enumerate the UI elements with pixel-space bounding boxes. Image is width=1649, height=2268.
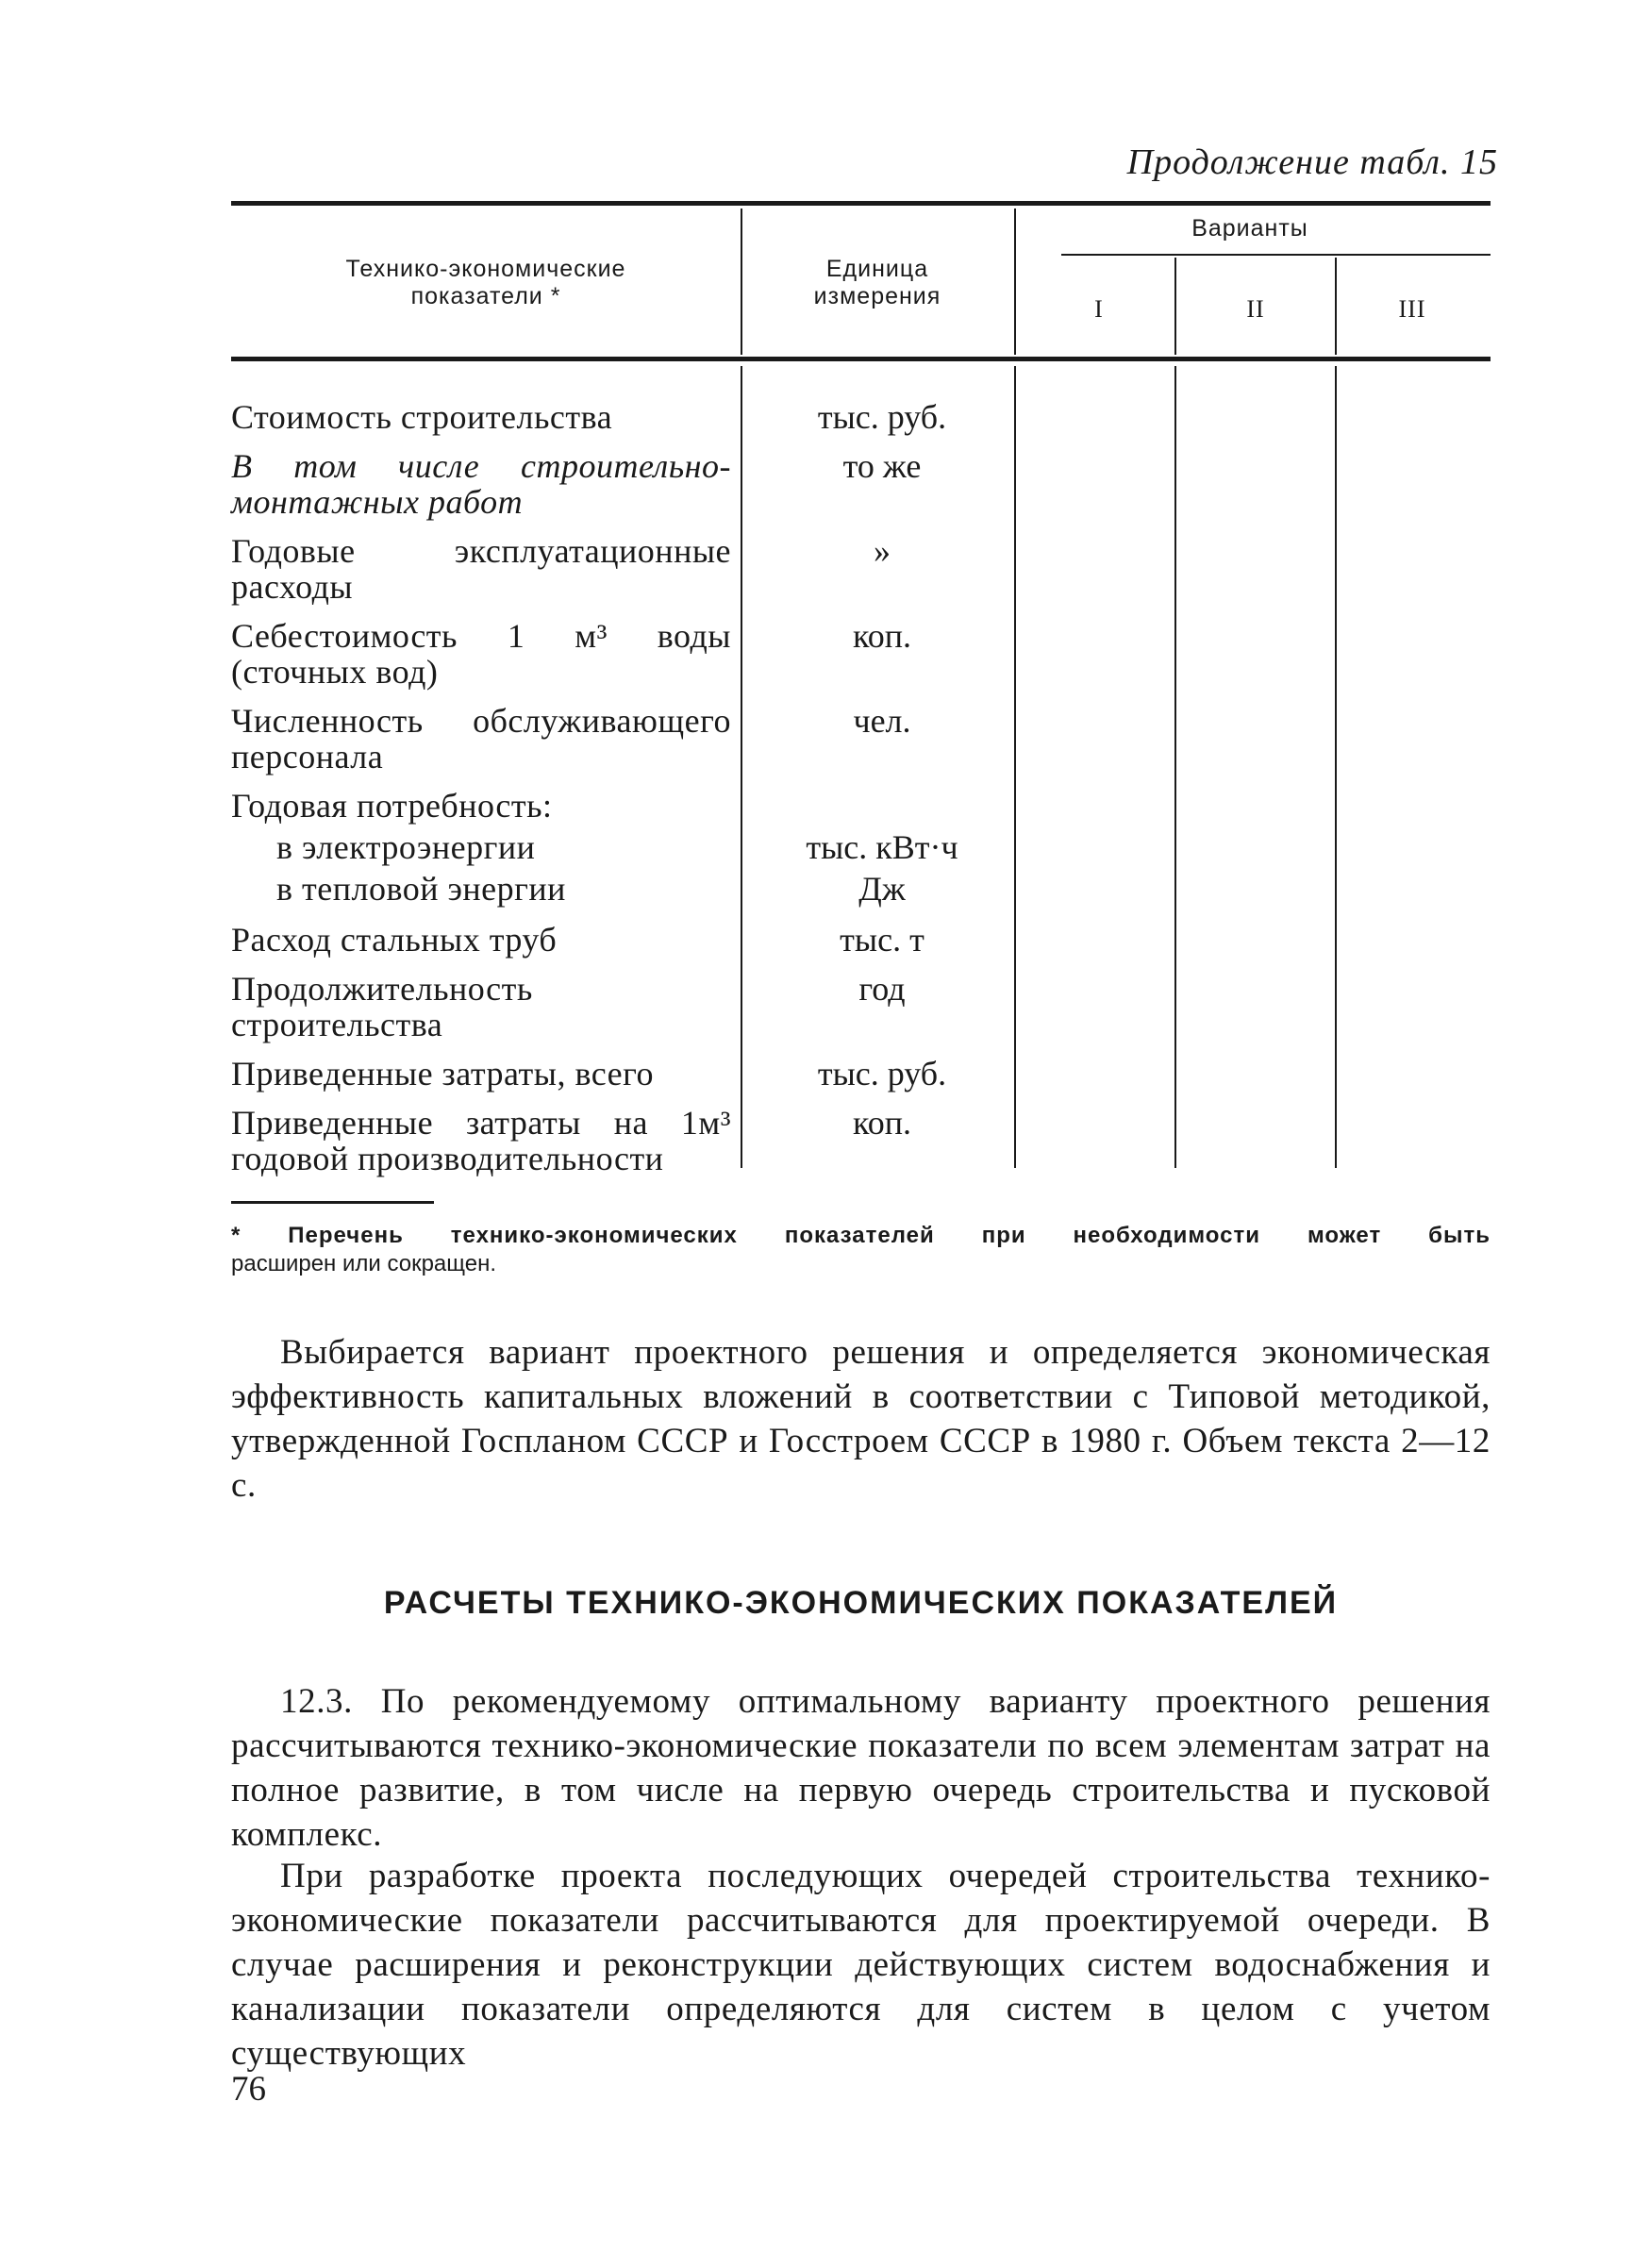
indicator-name: Себестоимость 1 м³ воды (сточных вод): [231, 617, 731, 691]
footnote-line-1: * Перечень технико-экономических показателей при необходимости может быть: [231, 1223, 1491, 1248]
body-col-line-3: [1174, 366, 1176, 1168]
indicator-name: В том числе строительно-монтажных работ: [231, 447, 731, 521]
body-col-line-2: [1014, 366, 1016, 1168]
paragraph-12-3: 12.3. По рекомендуемому оптимальному варианту проектного решения рассчитываются технико-экономические показатели по всем элементам затрат на полное развитие, в том числе на первую очередь строительства и пусковой комплекс.: [231, 1682, 1491, 1854]
indicator-name: Годовая потребность:: [231, 787, 553, 825]
body-col-line-1: [741, 366, 742, 1168]
indicator-unit: Дж: [858, 870, 906, 908]
header-col-line-1: [741, 208, 742, 355]
indicator-unit: тыс. руб.: [817, 398, 947, 436]
table-header-rule: [231, 357, 1491, 361]
indicator-name: Стоимость строительства: [231, 398, 613, 436]
indicator-unit: коп.: [853, 1104, 911, 1142]
indicator-unit: »: [874, 532, 891, 570]
paragraph-selection: Выбирается вариант проектного решения и определяется экономическая эффективность капитальных вложений в соответствии с Типовой методикой, утвержденной Госпланом СССР и Госстроем СССР в 1980 г. Объем текста 2—12 с.: [231, 1333, 1491, 1505]
indicator-name: Приведенные затраты, всего: [231, 1055, 655, 1092]
body-col-line-4: [1335, 366, 1337, 1168]
indicator-name: в электроэнергии: [276, 828, 536, 866]
header-col-line-2: [1014, 208, 1016, 355]
indicator-unit: то же: [842, 447, 922, 485]
table-top-rule: [231, 201, 1491, 206]
footnote-rule: [231, 1201, 434, 1204]
header-variants: Варианты: [1191, 215, 1308, 242]
indicator-unit: тыс. т: [840, 921, 924, 959]
indicator-unit: тыс. кВт·ч: [806, 828, 958, 866]
paragraph-next-stages: При разработке проекта последующих очередей строительства технико-экономические показатели рассчитываются для проектируемой очереди. В случае расширения и реконструкции действующих систем водоснабжения и канализации показатели определяются для систем в целом с учетом существующих: [231, 1857, 1491, 2073]
header-variant-2: II: [1246, 295, 1265, 323]
indicator-name: Приведенные затраты на 1м³ годовой производительности: [231, 1104, 731, 1177]
indicator-unit: чел.: [853, 702, 911, 740]
footnote: [231, 1222, 1491, 1278]
indicator-name: Продолжительность строительства: [231, 970, 533, 1043]
indicator-name: Годовые эксплуатационные расходы: [231, 532, 731, 606]
header-unit: Единица измерения: [813, 256, 941, 309]
indicator-unit: коп.: [853, 617, 911, 655]
footnote-line-2: расширен или сокращен.: [231, 1251, 497, 1276]
indicator-name: Расход стальных труб: [231, 921, 558, 959]
header-variant-3: III: [1398, 295, 1426, 323]
indicator-unit: год: [858, 970, 906, 1008]
header-variant-1: I: [1094, 295, 1104, 323]
indicators-table: [231, 201, 1491, 1177]
page-number: 76: [231, 2070, 266, 2109]
indicator-unit: тыс. руб.: [817, 1055, 947, 1092]
header-indicators: Технико-экономические показатели *: [345, 256, 626, 309]
indicator-name: Численность обслуживающего персонала: [231, 702, 731, 775]
variants-subrule: [1061, 254, 1491, 256]
indicator-name: в тепловой энергии: [276, 870, 566, 908]
section-heading: РАСЧЕТЫ ТЕХНИКО-ЭКОНОМИЧЕСКИХ ПОКАЗАТЕЛЕЙ: [383, 1585, 1339, 1621]
table-caption: Продолжение табл. 15: [1126, 142, 1498, 182]
